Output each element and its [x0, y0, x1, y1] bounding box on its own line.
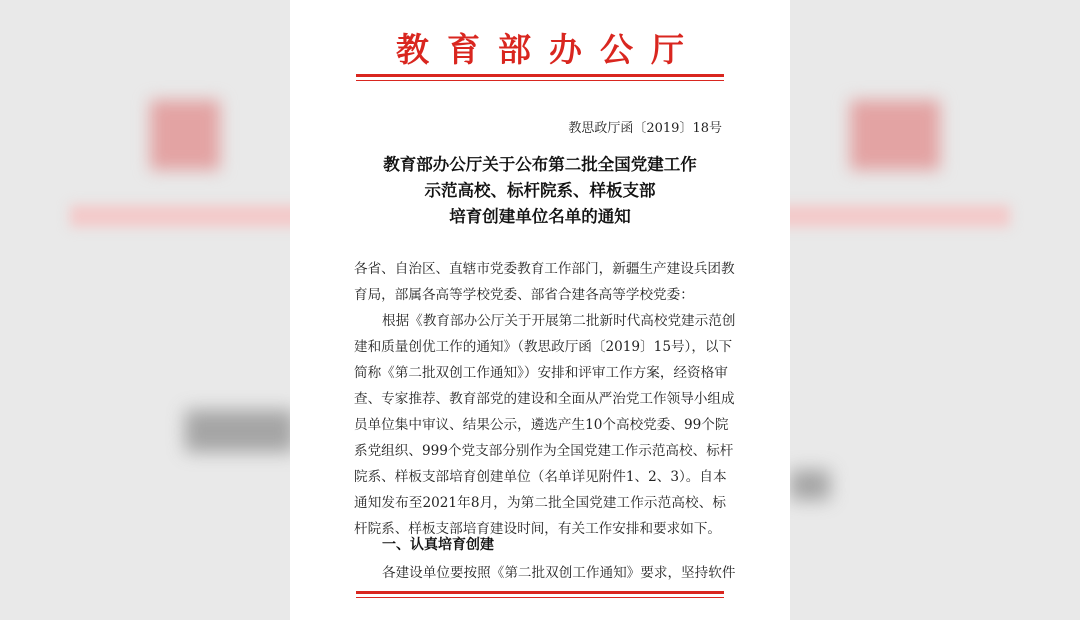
title-line: 教育部办公厅关于公布第二批全国党建工作: [383, 155, 697, 174]
paragraph-line: 根据《教育部办公厅关于开展第二批新时代高校党建示范创: [382, 313, 736, 329]
blurred-masthead-left: [150, 100, 220, 170]
blurred-text-left: [185, 410, 295, 452]
masthead-rule-thick: [356, 74, 724, 77]
paragraph-line: 查、专家推荐、教育部党的建设和全面从严治党工作领导小组成: [354, 391, 735, 407]
paragraph-line: 通知发布至2021年8月，为第二批全国党建工作示范高校、标: [354, 495, 726, 511]
section-heading: 一、认真培育创建: [382, 537, 494, 553]
paragraph-line: 杆院系、样板支部培育建设时间，有关工作安排和要求如下。: [354, 521, 722, 537]
paragraph-line: 院系、样板支部培育创建单位（名单详见附件1、2、3）。自本: [354, 469, 727, 485]
addressee: [354, 256, 735, 308]
blurred-masthead-right: [850, 100, 940, 170]
addressee-line: 各省、自治区、直辖市党委教育工作部门，新疆生产建设兵团教: [354, 261, 735, 277]
footer-rule-thin: [356, 597, 724, 598]
document-number: 教思政厅函〔2019〕18号: [568, 121, 722, 136]
addressee-line: 育局，部属各高等学校党委、部省合建各高等学校党委：: [354, 287, 694, 303]
blurred-text-right: [790, 470, 830, 500]
masthead: 教育部办公厅: [396, 30, 702, 69]
paragraph-line: 建和质量创优工作的通知》（教思政厅函〔2019〕15号），以下: [354, 339, 733, 355]
footer-rule-thick: [356, 591, 724, 594]
paragraph-1: [354, 308, 736, 542]
paragraph-line: 系党组织、999个党支部分别作为全国党建工作示范高校、标杆: [354, 443, 734, 459]
paragraph-2: [354, 560, 736, 586]
title-line: 培育创建单位名单的通知: [449, 207, 631, 226]
title-line: 示范高校、标杆院系、样板支部: [424, 181, 656, 200]
document-page: [290, 0, 790, 620]
masthead-rule-thin: [356, 80, 724, 81]
document-title: [290, 152, 790, 230]
paragraph-line: 简称《第二批双创工作通知》）安排和评审工作方案，经资格审: [354, 365, 728, 381]
paragraph-line: 员单位集中审议、结果公示，遴选产生10个高校党委、99个院: [354, 417, 729, 433]
paragraph-line: 各建设单位要按照《第二批双创工作通知》要求，坚持软件: [382, 565, 736, 581]
